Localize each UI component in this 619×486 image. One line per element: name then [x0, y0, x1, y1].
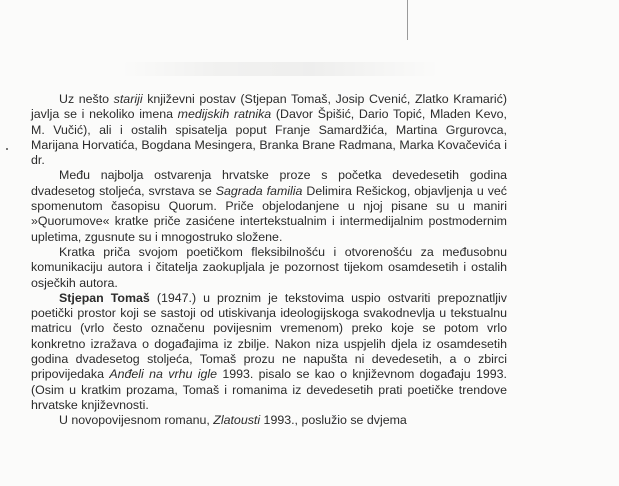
paragraph-4	[31, 291, 507, 413]
paragraph-1	[31, 92, 507, 168]
text-run: Uz nešto	[59, 92, 114, 106]
paragraph-5	[31, 413, 507, 428]
text-run: 1993., poslužio se dvjema	[260, 413, 407, 428]
text-run: književni postav (Stjepan Tomaš, Josip Cvenić, Zlatko Kramarić) javlja se i nekoliko imena	[31, 92, 507, 122]
text-run: 1993. pisalo se kao o književnom događaju 1993. (Osim u kratkim prozama, Tomaš i romanima iz devedesetih prati poetičke trendove hrvatske književnosti.	[31, 367, 507, 412]
italic-run: Anđeli na vrhu igle	[109, 367, 217, 382]
text-run: (1947.) u proznim je tekstovima uspio ostvariti prepoznatljiv poetički prostor koji se sastoji od utiskivanja ideologijskoga svakodnevlja u tekstualnu matricu (vrlo često označenu povijesnim vremenom) preko koje se potom vrlo konkretno izražava o događajima iz zbilje. Nakon niza uspjelih djela iz osamdesetih godina dvadesetog stoljeća, Tomaš prozu ne napušta ni devedesetih, a o zbirci pripovijedaka	[31, 290, 508, 382]
paragraph-2	[31, 168, 507, 244]
text-run: U novopovijesnom romanu,	[59, 413, 214, 428]
italic-run: Sagrada familia	[215, 183, 303, 198]
paragraph-3	[31, 245, 507, 291]
text-run: Kratka priča svojom poetičkom fleksibilnošću i otvorenošću za međusobnu komunikaciju autora i čitatelja zaokupljala je pozornost tijekom osamdesetih i ostalih osječkih autora.	[31, 244, 507, 290]
italic-run: Zlatousti	[213, 413, 261, 428]
scan-speck	[6, 148, 8, 150]
text-run: (Davor Špišić, Dario Topić, Mladen Kevo, M. Vučić), ali i ostalih spisatelja poput Franje Samardžića, Martina Grgurovca, Marijana Horvatića, Bogdana Mesingera, Branka Brane Radmana, Marka Kovačevića i dr.	[31, 107, 507, 168]
italic-run: stariji	[113, 92, 143, 106]
text-run: Delimira Rešickog, objavljenja u već spomenutom časopisu Quorum. Priče objelodanjene u njoj pisane su u maniri »Quorumove« kratke priče zasićene intertekstualnim i intermedijalnim postmodernim upletima, zgusnute su i mnogostruko složene.	[31, 183, 508, 244]
body-text	[31, 92, 507, 429]
italic-run: medijskih ratnika	[177, 107, 272, 122]
faint-bleed-through	[120, 62, 440, 76]
author-name: Stjepan Tomaš	[59, 290, 150, 305]
text-run: Među najbolja ostvarenja hrvatske proze s početka devedesetih godina dvadesetog stoljeća, svrstava se	[31, 168, 507, 198]
scan-artifact-line	[407, 0, 408, 40]
